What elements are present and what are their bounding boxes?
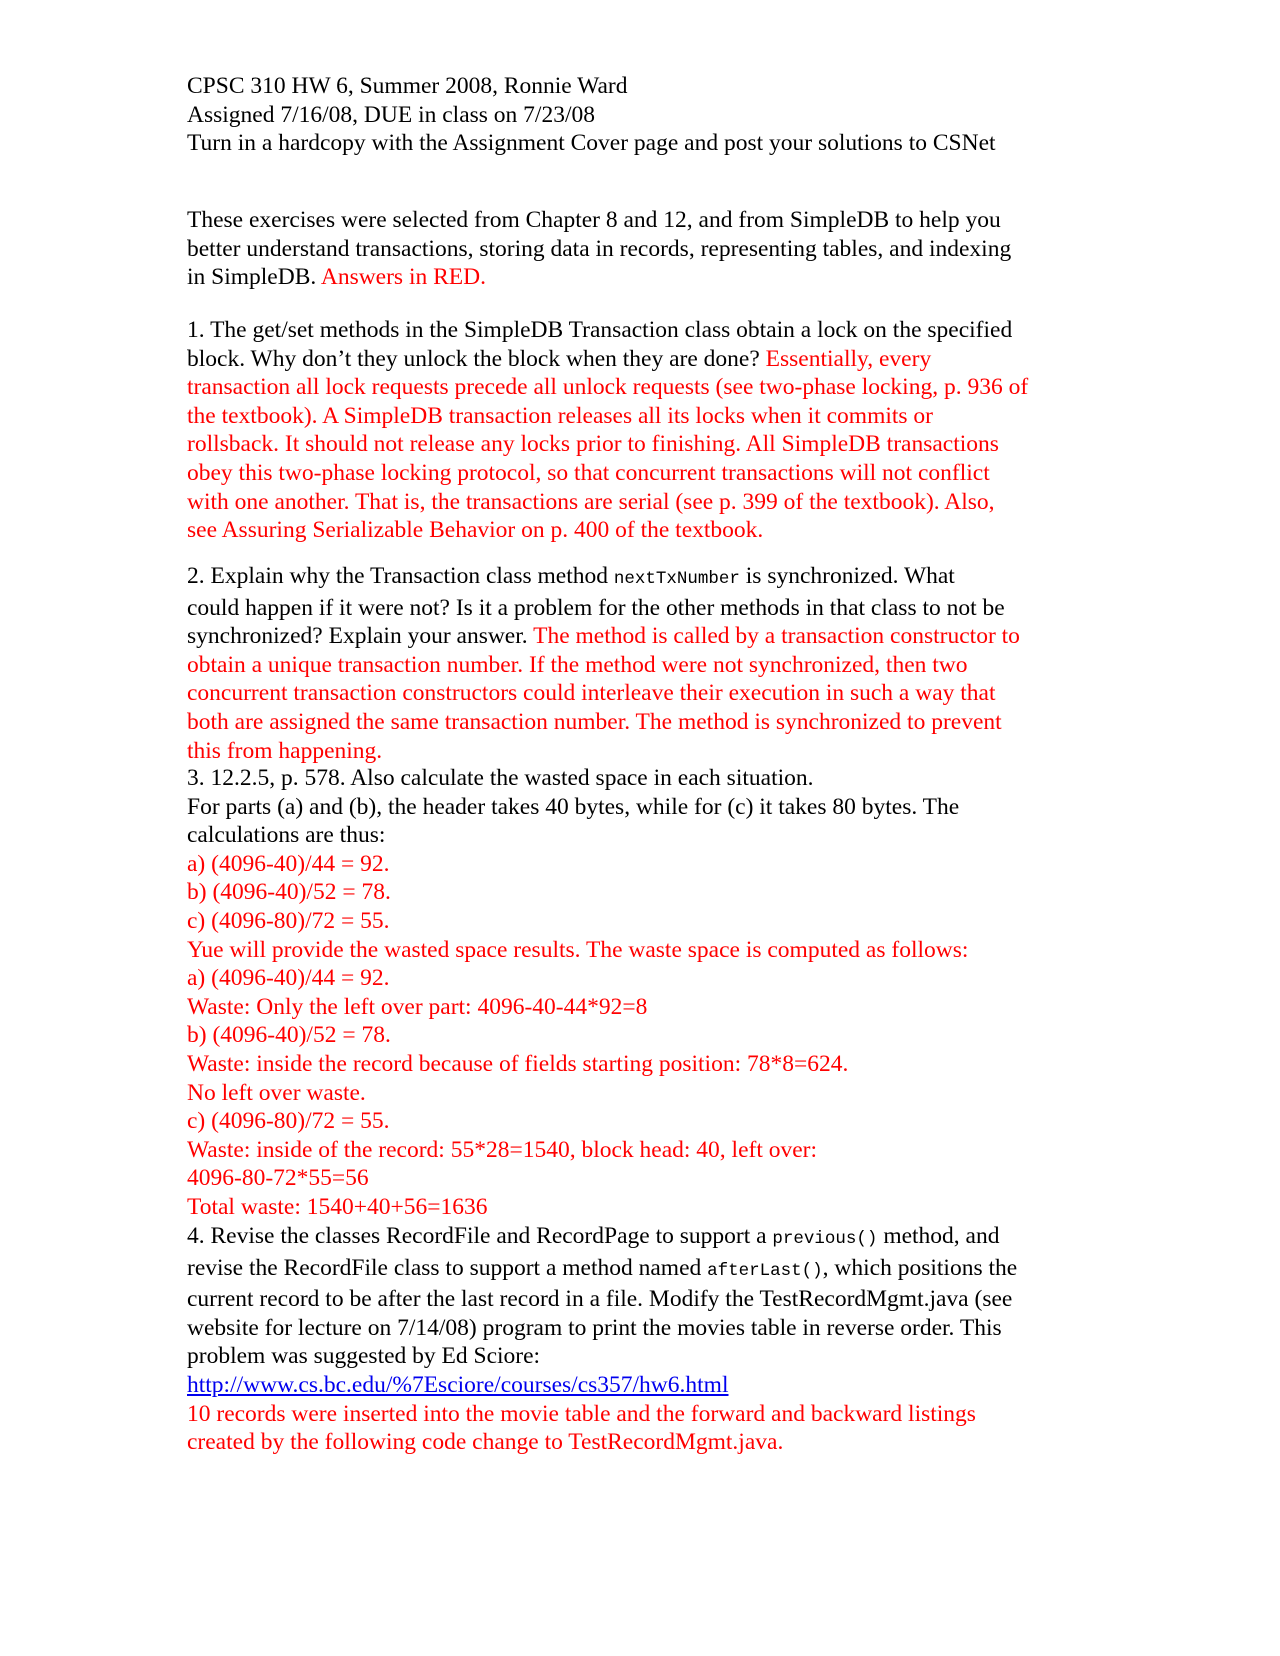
waste-line: Waste: inside the record because of fields starting position: 78*8=624. (187, 1050, 849, 1077)
waste-line: No left over waste. (187, 1079, 366, 1106)
code-after-last: afterLast() (707, 1260, 823, 1281)
calc-line: b) (4096-40)/52 = 78. (187, 879, 391, 906)
calc-line: c) (4096-80)/72 = 55. (187, 907, 390, 934)
question-text: For parts (a) and (b), the header takes 40 bytes, while for (c) it takes 80 bytes. The (187, 793, 960, 820)
question-text (187, 622, 1107, 651)
intro-line (187, 263, 1107, 292)
answer-text: 10 records were inserted into the movie table and the forward and backward listings (187, 1400, 976, 1427)
question-text-part: , which positions the (822, 1254, 1018, 1281)
answer-text: created by the following code change to TestRecordMgmt.java. (187, 1429, 784, 1456)
question-text (187, 1254, 1107, 1286)
question-4 (187, 1222, 1107, 1457)
waste-line: 4096-80-72*55=56 (187, 1165, 369, 1192)
question-text-part: method, and (877, 1223, 1000, 1249)
header (187, 72, 1107, 158)
waste-line: Waste: inside of the record: 55*28=1540, block head: 40, left over: (187, 1136, 818, 1163)
code-next-tx-number: nextTxNumber (613, 569, 740, 589)
question-text: website for lecture on 7/14/08) program to print the movies table in reverse order. This (187, 1314, 1002, 1341)
answers-in-red-note: Answers in RED. (316, 264, 486, 291)
intro-text: in SimpleDB. (187, 264, 317, 291)
submission-instructions: Turn in a hardcopy with the Assignment Cover page and post your solutions to CSNet (187, 130, 996, 157)
question-text (187, 562, 1107, 594)
question-text: calculations are thus: (187, 822, 386, 849)
question-text: could happen if it were not? Is it a problem for the other methods in that class to not be (187, 594, 1005, 621)
answer-text: transaction all lock requests precede all unlock requests (see two-phase locking, p. 936 of (187, 374, 1029, 401)
question-text-part: 4. Revise the classes RecordFile and RecordPage to support a (187, 1223, 773, 1249)
answer-text: concurrent transaction constructors could interleave their execution in such a way that (187, 680, 996, 707)
answer-text: with one another. That is, the transactions are serial (see p. 399 of the textbook). Also, (187, 488, 995, 515)
question-2 (187, 562, 1107, 765)
question-text-end: block. Why don’t they unlock the block when they are done? (187, 345, 766, 372)
waste-line: Waste: Only the left over part: 4096-40-44*92=8 (187, 993, 648, 1020)
question-3 (187, 764, 1107, 1222)
course-title: CPSC 310 HW 6, Summer 2008, Ronnie Ward (187, 73, 628, 99)
sciore-hw6-link[interactable]: http://www.cs.bc.edu/%7Esciore/courses/cs357/hw6.html (187, 1371, 729, 1398)
answer-text: rollsback. It should not release any locks prior to finishing. All SimpleDB transactions (187, 431, 999, 458)
intro-line: better understand transactions, storing data in records, representing tables, and indexing (187, 235, 1012, 262)
calc-line: a) (4096-40)/44 = 92. (187, 850, 390, 877)
answer-text-start: The method is called by a transaction constructor to (533, 623, 1020, 650)
assignment-dates: Assigned 7/16/08, DUE in class on 7/23/08 (187, 101, 595, 128)
question-text-part: 2. Explain why the Transaction class method (187, 563, 614, 589)
answer-text: Yue will provide the wasted space results. The waste space is computed as follows: (187, 936, 969, 963)
question-text (187, 1222, 1107, 1254)
answer-text: obtain a unique transaction number. If the method were not synchronized, then two (187, 651, 968, 678)
question-text-end: synchronized? Explain your answer. (187, 623, 534, 650)
answer-text: both are assigned the same transaction number. The method is synchronized to prevent (187, 708, 1002, 735)
total-waste-line: Total waste: 1540+40+56=1636 (187, 1193, 488, 1220)
question-text-part: is synchronized. What (739, 563, 955, 589)
question-text (187, 345, 1107, 374)
calc-line: a) (4096-40)/44 = 92. (187, 965, 390, 992)
question-text: 3. 12.2.5, p. 578. Also calculate the wasted space in each situation. (187, 765, 814, 791)
calc-line: b) (4096-40)/52 = 78. (187, 1022, 391, 1049)
intro-line: These exercises were selected from Chapter 8 and 12, and from SimpleDB to help you (187, 207, 1001, 233)
question-text: problem was suggested by Ed Sciore: (187, 1343, 541, 1370)
answer-text: obey this two-phase locking protocol, so that concurrent transactions will not conflict (187, 459, 990, 486)
question-text: current record to be after the last record in a file. Modify the TestRecordMgmt.java (see (187, 1286, 1013, 1313)
question-text-part: revise the RecordFile class to support a method named (187, 1254, 708, 1281)
question-1 (187, 316, 1107, 545)
intro-paragraph (187, 206, 1107, 292)
answer-text-start: Essentially, every (765, 345, 932, 372)
answer-text: see Assuring Serializable Behavior on p. 400 of the textbook. (187, 517, 764, 544)
answer-text: this from happening. (187, 737, 383, 764)
code-previous: previous() (772, 1229, 878, 1249)
answer-text: the textbook). A SimpleDB transaction releases all its locks when it commits or (187, 402, 933, 429)
calc-line: c) (4096-80)/72 = 55. (187, 1108, 390, 1135)
question-text: 1. The get/set methods in the SimpleDB Transaction class obtain a lock on the specified (187, 317, 1013, 343)
sciore-link-line (187, 1371, 1107, 1400)
